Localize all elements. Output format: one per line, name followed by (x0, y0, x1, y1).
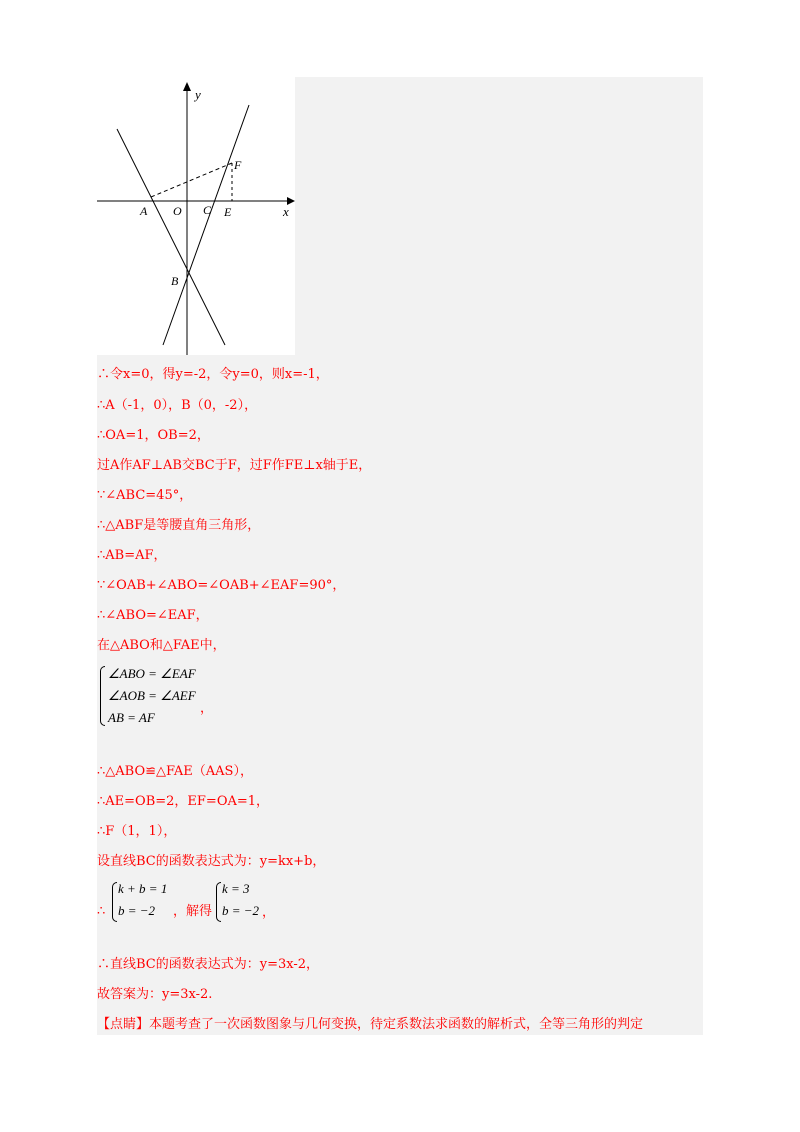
label-b: B (171, 274, 179, 288)
figure-svg (97, 77, 295, 355)
system-row: k + b = 1 (118, 881, 168, 896)
system-row: b = −2 (118, 903, 156, 918)
line-ab (117, 129, 225, 345)
label-y: y (195, 87, 201, 102)
line-bc (163, 105, 249, 345)
solution-line: ∴A（-1，0），B（0，-2）， (97, 398, 258, 413)
brace (100, 666, 105, 726)
label-f: F (234, 158, 242, 172)
y-axis-arrow (183, 82, 191, 91)
solution-line: ∴F（1，1）， (97, 824, 177, 839)
brace (112, 882, 117, 922)
solution-line: ∴△ABF是等腰直角三角形， (97, 518, 261, 533)
solution-line: ∵∠OAB+∠ABO=∠OAB+∠EAF=90°， (97, 578, 346, 593)
solution-line: ∵∠ABC=45°， (97, 488, 193, 503)
solution-line: 在△ABO和△FAE中， (97, 638, 226, 653)
solve-text: ，解得 (173, 904, 213, 919)
solution-line: ∴△ABO≌△FAE（AAS）， (97, 764, 253, 779)
solution-line: 过A作AF⊥AB交BC于F，过F作FE⊥x轴于E， (97, 458, 372, 473)
solution-line: ∴AE=OB=2，EF=OA=1， (97, 794, 270, 809)
line-af (151, 163, 232, 197)
therefore-symbol: ∴ (97, 904, 106, 919)
solution-line: ∴直线BC的函数表达式为：y=3x-2， (97, 957, 320, 972)
answer-line: 故答案为：y=3x-2. (97, 987, 213, 1002)
label-x: x (283, 204, 289, 219)
system-trail: ， (262, 904, 276, 919)
label-c: C (203, 203, 212, 217)
brace (216, 882, 221, 922)
solution-line: ∴令x=0，得y=-2，令y=0，则x=-1， (97, 367, 329, 382)
coordinate-figure (97, 77, 295, 355)
solution-line: ∴AB=AF， (97, 548, 167, 563)
system-row: ∠AOB = ∠AEF (108, 688, 196, 703)
system-row: ∠ABO = ∠EAF (108, 666, 196, 681)
label-o: O (173, 204, 182, 218)
system-row: k = 3 (222, 881, 250, 896)
label-e: E (224, 205, 232, 219)
label-a: A (140, 204, 148, 218)
solution-line: 设直线BC的函数表达式为：y=kx+b， (97, 854, 326, 869)
system-trail: ， (200, 700, 214, 715)
system-row: AB = AF (108, 710, 155, 725)
system-row: b = −2 (222, 903, 260, 918)
comment-line: 【点睛】本题考查了一次函数图象与几何变换，待定系数法求函数的解析式，全等三角形的判定 (97, 1017, 644, 1032)
solution-line: ∴∠ABO=∠EAF， (97, 608, 209, 623)
solution-line: ∴OA=1，OB=2， (97, 428, 210, 443)
